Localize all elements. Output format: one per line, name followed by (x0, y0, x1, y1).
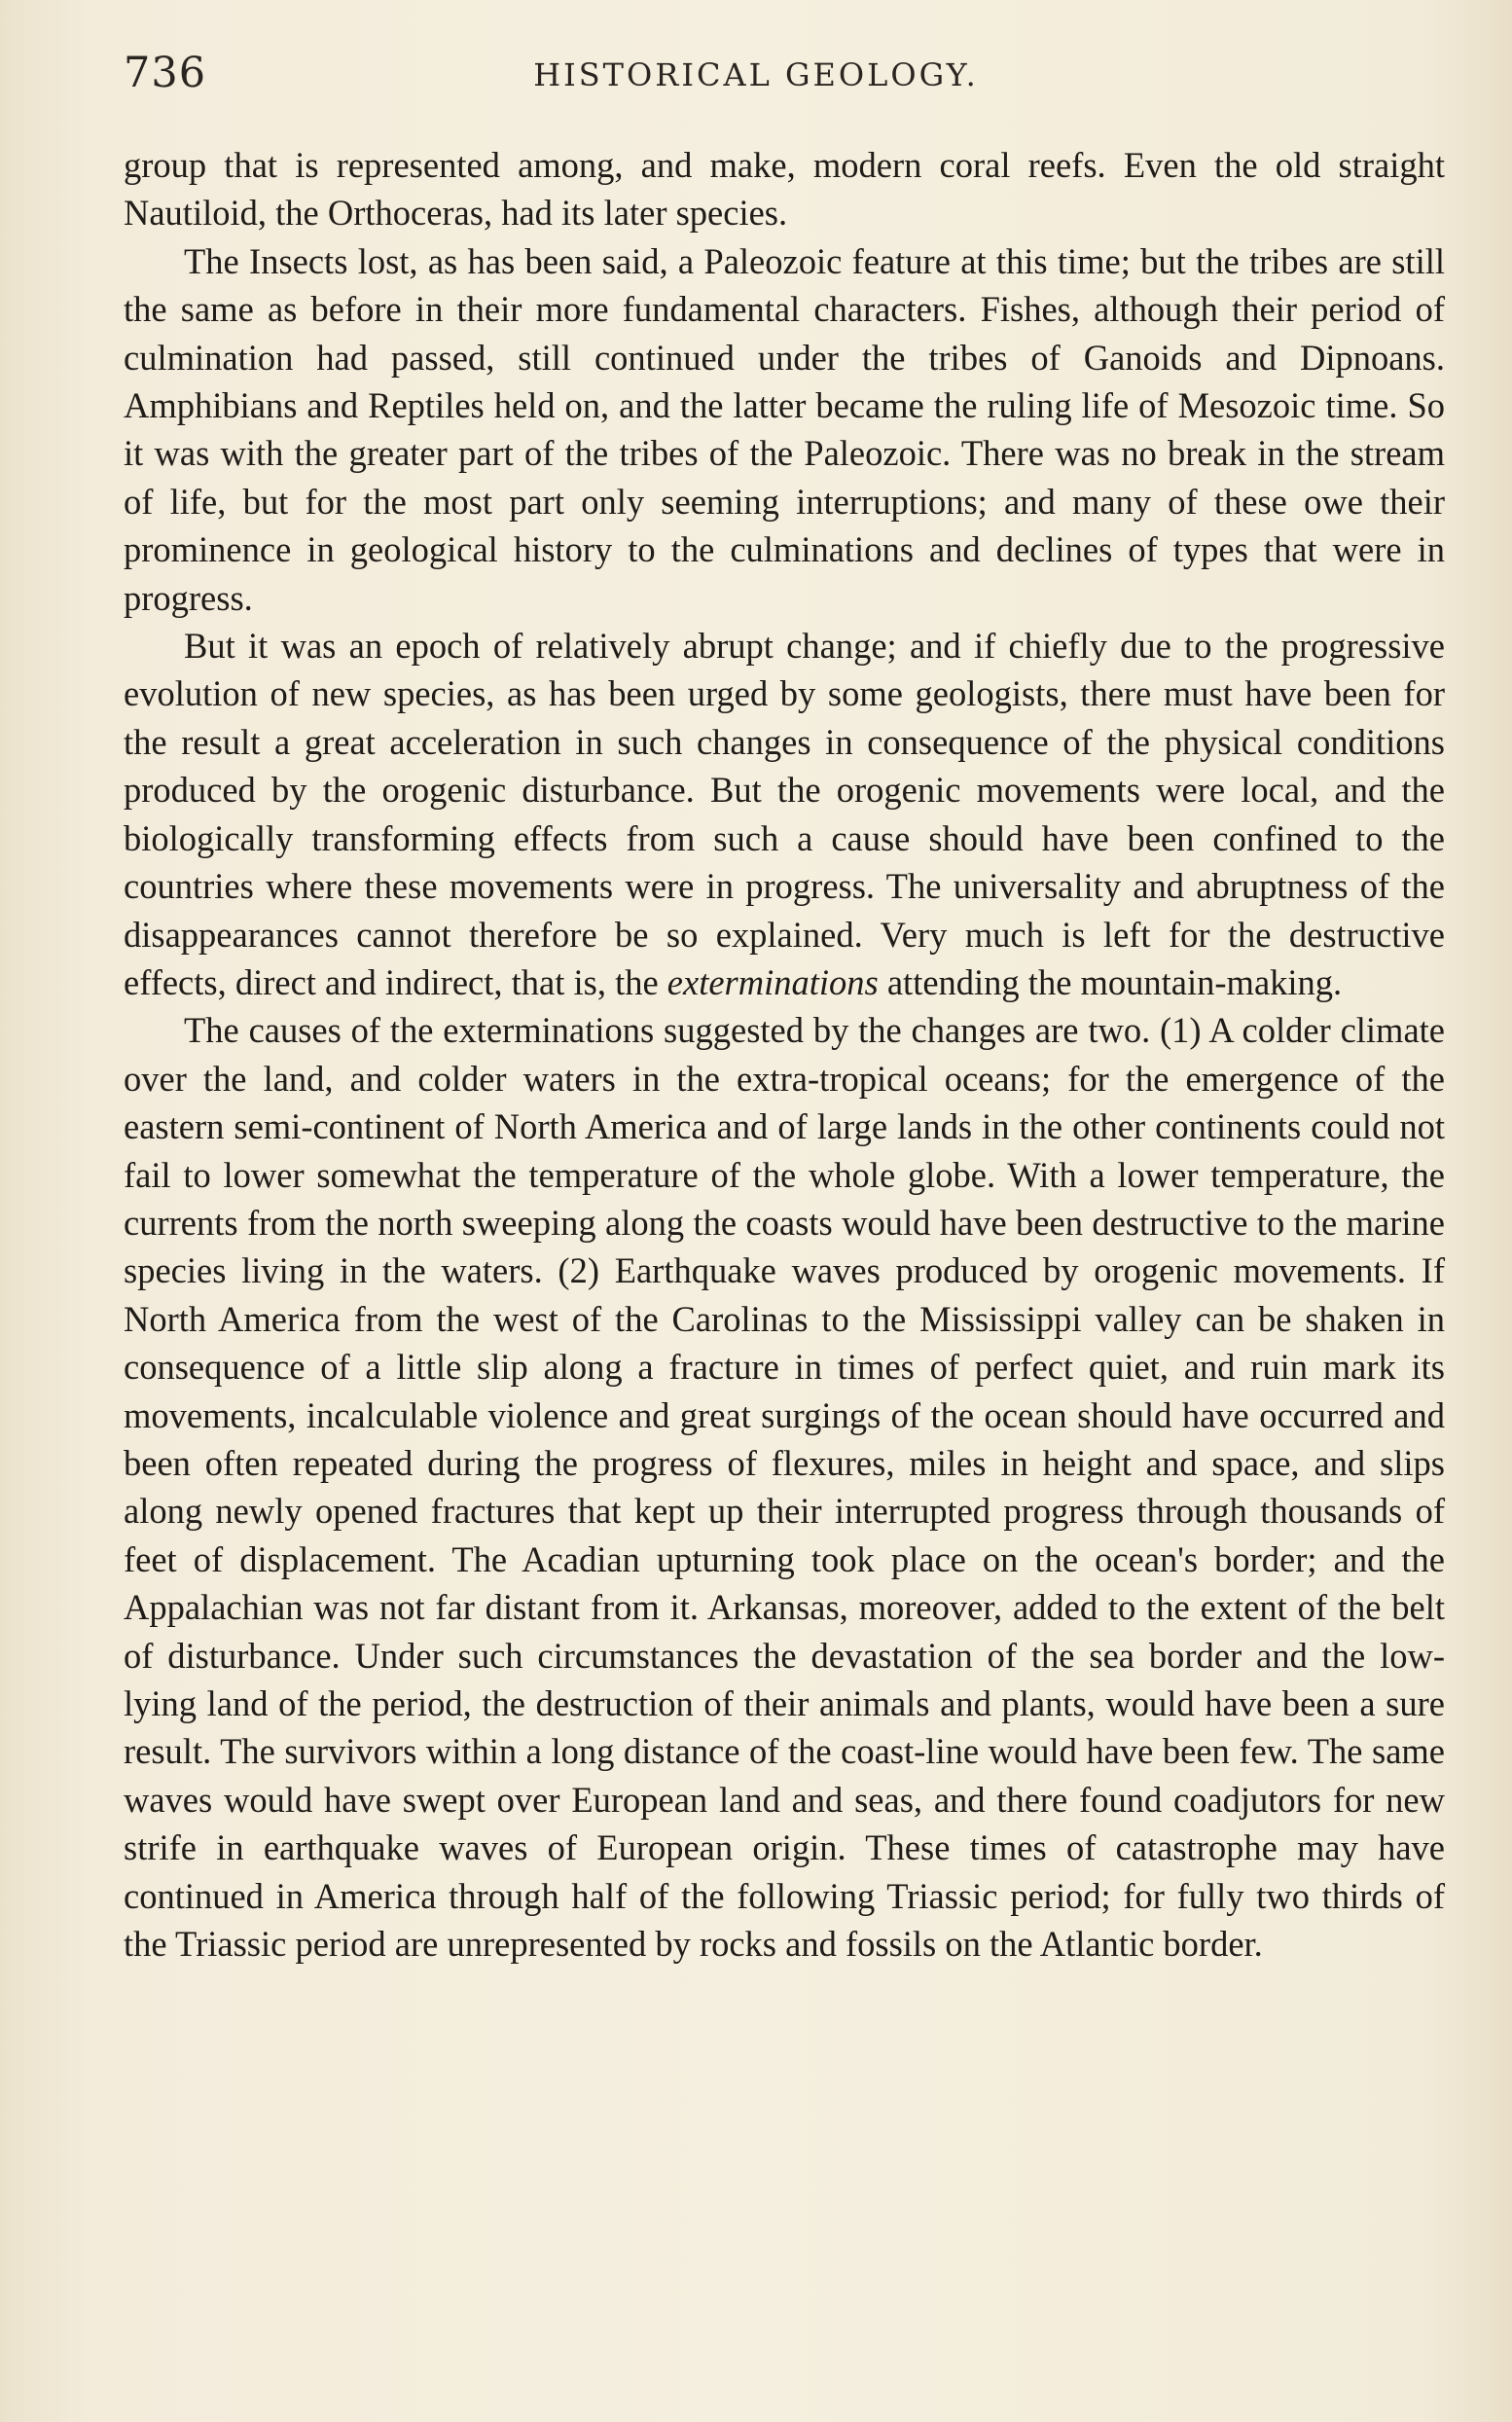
paragraph-abrupt-change-end: attending the mountain-making. (878, 961, 1343, 1002)
paragraph-causes: The causes of the exterminations suggested by the changes are two. (1) A colder climate over the land, and colder waters in the extra-tropical oceans; for the emergence of the eastern semi-continent of North America and of large lands in the other continents could not fail to lower somewhat the temperature of the whole globe. With a lower temperature, the currents from the north sweeping along the coasts would have been destructive to the marine species living in the waters. (2) Earthquake waves produced by orogenic movements. If North America from the west of the Carolinas to the Mississippi valley can be shaken in consequence of a little slip along a fracture in times of perfect quiet, and ruin mark its movements, incalculable violence and great surgings of the ocean should have occurred and been often repeated during the progress of flexures, miles in height and space, and slips along newly opened fractures that kept up their interrupted progress through thousands of feet of displacement. The Acadian upturning took place on the ocean's border; and the Appalachian was not far distant from it. Arkansas, moreover, added to the extent of the belt of disturbance. Under such circumstances the devastation of the sea border and the low-lying land of the period, the destruction of their animals and plants, would have been a sure result. The survivors within a long distance of the coast-line would have been few. The same waves would have swept over European land and seas, and there found coadjutors for new strife in earthquake waves of European origin. These times of catastrophe may have continued in America through half of the following Triassic period; for fully two thirds of the Triassic period are unrepresented by rocks and fossils on the Atlantic border. (124, 1010, 1445, 1965)
italic-term-exterminations: exterminations (666, 961, 879, 1002)
paragraph-abrupt-change-text: But it was an epoch of relatively abrupt change; and if chiefly due to the progressive evolution of new species, as has been urged by some geologists, there must have been for the result a great acceleration in such changes in consequence of the physical conditions produced by the orogenic disturbance. But the orogenic movements were local, and the biologically transforming effects from such a cause should have been confined to the countries where these movements were in progress. The universality and abruptness of the disappearances cannot therefore be so explained. Very much is left for the destructive effects, direct and indirect, that is, the (124, 626, 1445, 1002)
paragraph-continuation: group that is represented among, and make, modern coral reefs. Even the old straight Nautiloid, the Orthoceras, had its later species. (124, 145, 1445, 234)
page-number: 736 (124, 49, 207, 97)
paragraph-abrupt-change (124, 622, 1445, 1006)
running-head: HISTORICAL GEOLOGY. (533, 56, 979, 93)
body-text (124, 141, 1445, 1968)
paragraph-insects: The Insects lost, as has been said, a Paleozoic feature at this time; but the tribes are still the same as before in their more fundamental characters. Fishes, although their period of culmination had passed, still continued under the tribes of Ganoids and Dipnoans. Amphibians and Reptiles held on, and the latter became the ruling life of Mesozoic time. So it was with the greater part of the tribes of the Paleozoic. There was no break in the stream of life, but for the most part only seeming interruptions; and many of these owe their prominence in geological history to the culminations and declines of types that were in progress. (124, 240, 1445, 618)
